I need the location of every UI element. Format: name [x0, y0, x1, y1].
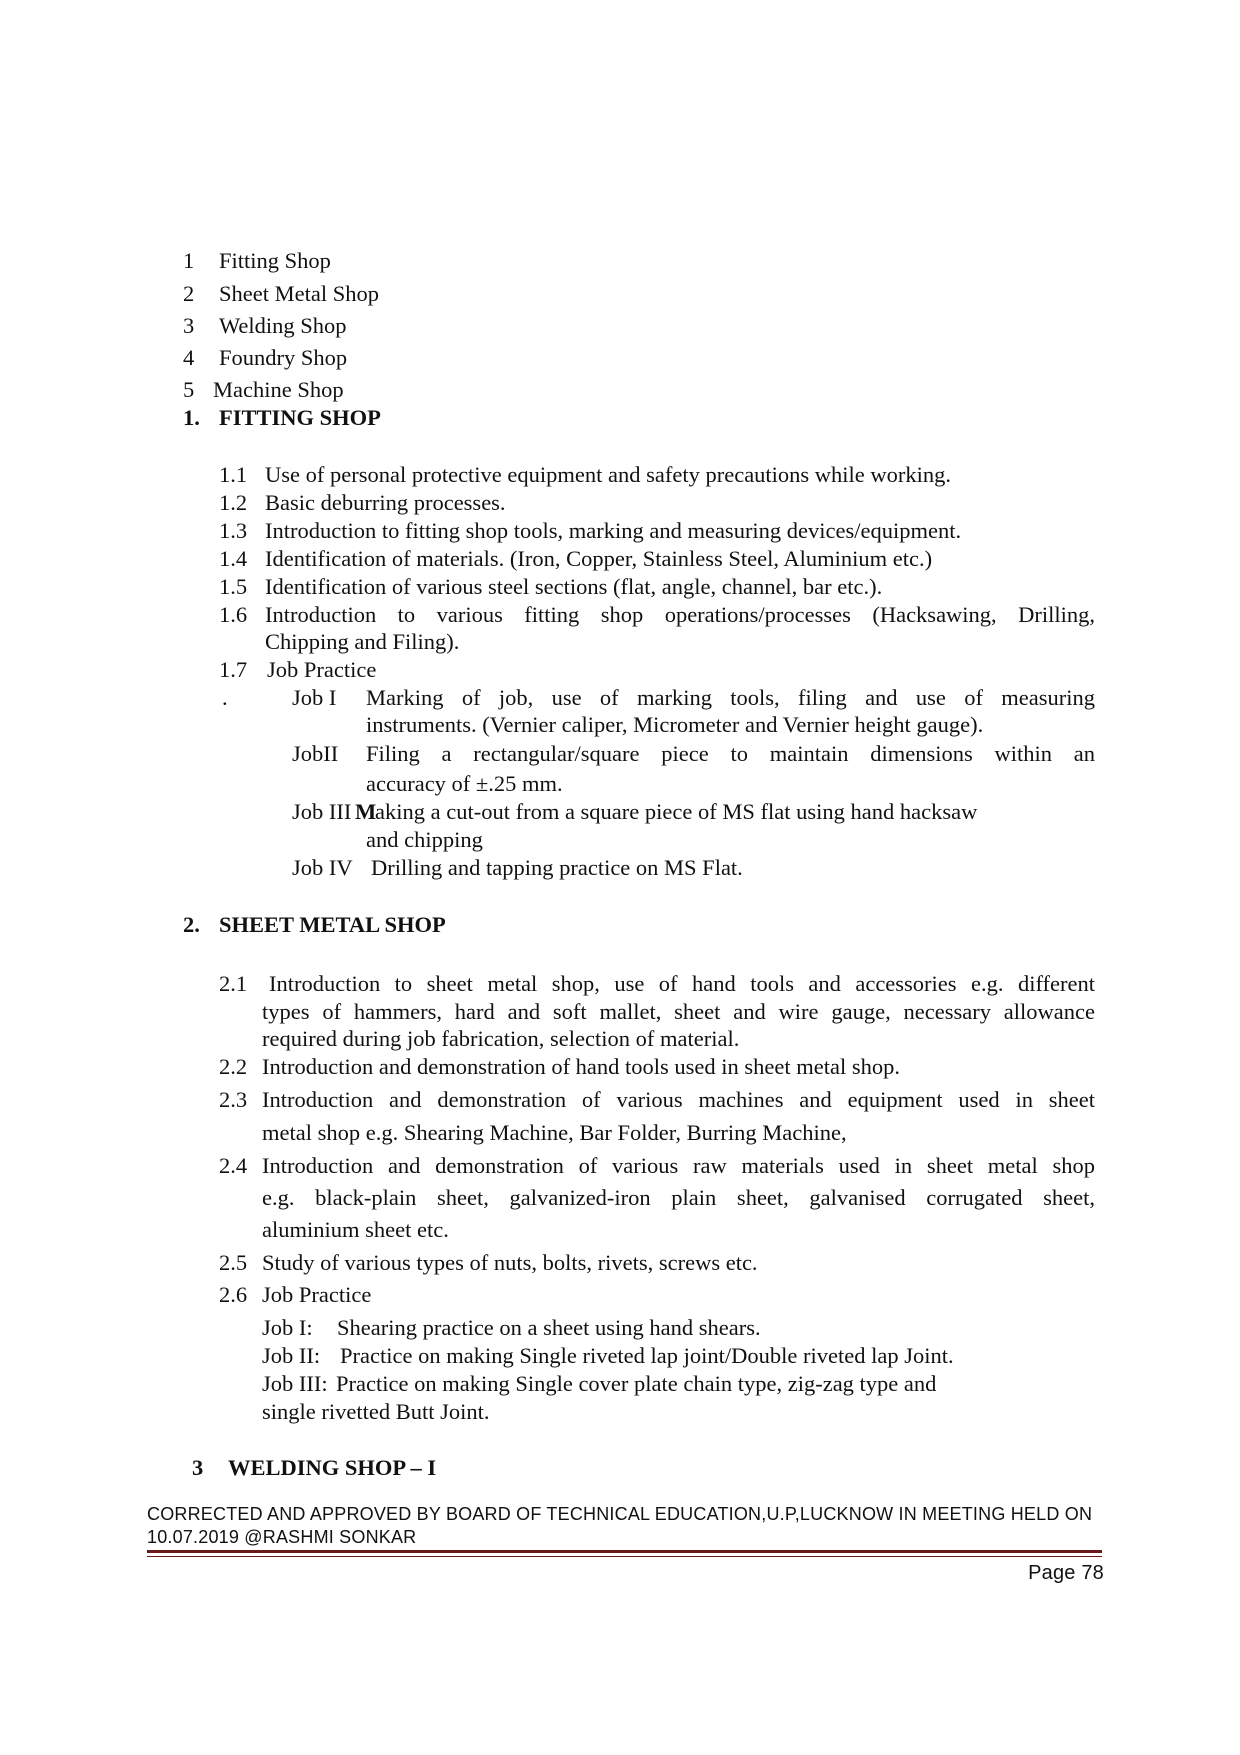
- job-text-continued: single rivetted Butt Joint.: [262, 1399, 490, 1424]
- job-text: Practice on making Single cover plate chain type, zig-zag type and: [336, 1371, 937, 1396]
- item-text: Introduction to fitting shop tools, marking and measuring devices/equipment.: [265, 518, 962, 543]
- section-number: 1.: [183, 405, 200, 430]
- item-text: Job Practice: [262, 1282, 372, 1307]
- section-heading: SHEET METAL SHOP: [219, 912, 446, 937]
- stray-dot: .: [222, 685, 228, 710]
- section-heading: WELDING SHOP – I: [228, 1455, 437, 1480]
- item-number: 2.1: [219, 971, 248, 996]
- job-label: JobII: [292, 741, 339, 766]
- job-text: Filing a rectangular/square piece to maintain dimensions within an: [366, 741, 1095, 766]
- item-text-continued: required during job fabrication, selection of material.: [262, 1026, 740, 1051]
- job-text: Practice on making Single riveted lap joint/Double riveted lap Joint.: [340, 1343, 954, 1368]
- section-number: 3: [192, 1455, 204, 1480]
- toc-item: Sheet Metal Shop: [219, 281, 379, 306]
- item-text: Introduction and demonstration of various raw materials used in sheet metal shop: [262, 1153, 1095, 1178]
- toc-item: Machine Shop: [213, 377, 344, 402]
- item-text: Identification of various steel sections (flat, angle, channel, bar etc.).: [265, 574, 883, 599]
- item-number: 1.4: [219, 546, 248, 571]
- toc-item: Welding Shop: [219, 313, 347, 338]
- toc-item: Fitting Shop: [219, 248, 331, 273]
- section-number: 2.: [183, 912, 200, 937]
- item-text: Basic deburring processes.: [265, 490, 506, 515]
- item-text: Introduction and demonstration of hand tools used in sheet metal shop.: [262, 1054, 901, 1079]
- job-label: Job IV: [292, 855, 353, 880]
- item-text: Identification of materials. (Iron, Copper, Stainless Steel, Aluminium etc.): [265, 546, 933, 571]
- job-text: Shearing practice on a sheet using hand shears.: [337, 1315, 761, 1340]
- item-number: 2.4: [219, 1153, 248, 1178]
- footer-approval-line: CORRECTED AND APPROVED BY BOARD OF TECHNICAL EDUCATION,U.P,LUCKNOW IN MEETING HELD ON: [147, 1504, 1093, 1524]
- item-number: 2.3: [219, 1087, 248, 1112]
- toc-num: 3: [183, 313, 195, 338]
- item-text: Use of personal protective equipment and safety precautions while working.: [265, 462, 952, 487]
- job-label: Job III: [292, 799, 352, 824]
- item-text-continued: aluminium sheet etc.: [262, 1217, 449, 1242]
- item-text: Job Practice: [267, 657, 377, 682]
- job-text: aking a cut-out from a square piece of MS flat using hand hacksaw: [375, 799, 978, 824]
- footer-rule-thin: [147, 1556, 1102, 1557]
- item-text-continued: types of hammers, hard and soft mallet, sheet and wire gauge, necessary allowance: [262, 999, 1095, 1024]
- toc-num: 5: [183, 377, 195, 402]
- footer-rule-thick: [147, 1550, 1102, 1553]
- job-label: Job II:: [262, 1343, 321, 1368]
- job-text-continued: accuracy of ±.25 mm.: [366, 771, 563, 796]
- item-number: 1.1: [219, 462, 248, 487]
- job-text-continued: and chipping: [366, 827, 483, 852]
- job-text: Marking of job, use of marking tools, filing and use of measuring: [366, 685, 1095, 710]
- page-number: Page 78: [1028, 1562, 1104, 1584]
- toc-num: 4: [183, 345, 195, 370]
- item-text-continued: Chipping and Filing).: [265, 629, 460, 654]
- item-text-continued: e.g. black-plain sheet, galvanized-iron plain sheet, galvanised corrugated sheet,: [262, 1185, 1095, 1210]
- item-text: Introduction and demonstration of various machines and equipment used in sheet: [262, 1087, 1095, 1112]
- footer-date-author: 10.07.2019 @RASHMI SONKAR: [147, 1527, 417, 1547]
- item-number: 2.6: [219, 1282, 248, 1307]
- item-text: Introduction to various fitting shop operations/processes (Hacksawing, Drilling,: [265, 602, 1095, 627]
- item-text: Introduction to sheet metal shop, use of hand tools and accessories e.g. different: [269, 971, 1095, 996]
- job-label: Job I:: [262, 1315, 313, 1340]
- item-number: 1.6: [219, 602, 248, 627]
- toc-item: Foundry Shop: [219, 345, 348, 370]
- item-number: 2.5: [219, 1250, 248, 1275]
- job-text: Drilling and tapping practice on MS Flat.: [371, 855, 743, 880]
- item-number: 2.2: [219, 1054, 248, 1079]
- job-label: Job I: [292, 685, 337, 710]
- toc-num: 1: [183, 248, 195, 273]
- item-text-continued: metal shop e.g. Shearing Machine, Bar Folder, Burring Machine,: [262, 1120, 847, 1145]
- item-number: 1.5: [219, 574, 248, 599]
- item-text: Study of various types of nuts, bolts, rivets, screws etc.: [262, 1250, 758, 1275]
- item-number: 1.7: [219, 657, 248, 682]
- toc-num: 2: [183, 281, 195, 306]
- job-text-bold-initial: M: [355, 799, 377, 824]
- job-label: Job III:: [262, 1371, 328, 1396]
- item-number: 1.3: [219, 518, 248, 543]
- job-text-continued: instruments. (Vernier caliper, Micrometer and Vernier height gauge).: [366, 712, 984, 737]
- section-heading: FITTING SHOP: [219, 405, 381, 430]
- item-number: 1.2: [219, 490, 248, 515]
